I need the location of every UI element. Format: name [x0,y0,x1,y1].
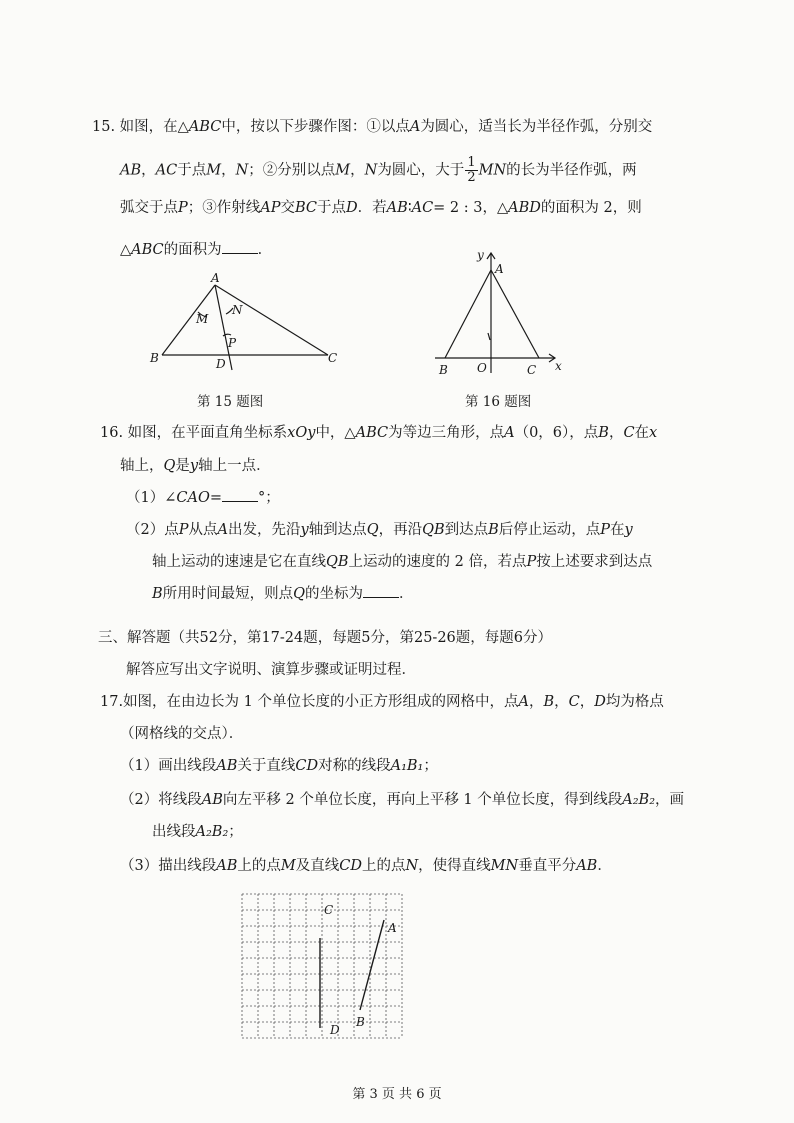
q17-number: 17. [100,694,124,710]
q17-part-1: （1）画出线段AB关于直线CD对称的线段A₁B₁； [120,758,438,774]
q16-part-2-line-3: B所用时间最短，则点Q的坐标为 ． [152,586,414,602]
label-x: x [555,359,562,373]
side-AB [445,270,491,358]
q15-figure [140,270,350,380]
q17-line-2: （网格线的交点）． [120,726,244,742]
page-footer: 第 3 页 共 6 页 [352,1087,442,1102]
segment-AB [360,920,384,1010]
q16-figure [425,245,575,380]
label-D: D [216,357,226,371]
q17-part-2-line-1: （2）将线段AB向左平移 2 个单位长度，再向上平移 1 个单位长度，得到线段A₂B₂，画 [120,792,685,808]
q16-part-2-line-1: （2）点P从点A出发，先沿y轴到达点Q，再沿QB到达点B后停止运动，点P在y [126,522,633,538]
q15-line-2: AB，AC于点M，N；②分别以点M，N为圆心，大于 $\frac{1}{2}$ MN的长为半径作弧，两 [120,155,637,185]
q16-number: 16. [100,425,124,441]
q17-part-3: （3）描出线段AB上的点M及直线CD上的点N，使得直线MN垂直平分AB． [120,858,612,874]
q15-number: 15. [92,119,116,135]
q15-line-1: 15. 如图，在△ABC中，按以下步骤作图：①以点A为圆心，适当长为半径作弧，分别交 [92,119,653,135]
q15-line-4: △ABC的面积为 ． [120,242,273,258]
q15-caption: 第 15 题图 [197,394,264,410]
section-3-title: 三、解答题（共52分，第17-24题，每题5分，第25-26题，每题6分） [98,630,553,646]
answer-blank [222,240,258,254]
label-B: B [150,351,159,365]
q17-grid-figure [238,888,410,1050]
label-M: M [196,312,209,326]
answer-blank [363,584,399,598]
label-A: A [388,921,397,935]
grid-lines [242,894,402,1038]
q16-line-2: 轴上，Q是y轴上一点． [120,458,271,474]
label-C: C [527,363,537,377]
q16-part-1: （1）∠CAO= °； [126,490,280,506]
label-P: P [228,336,237,350]
label-O: O [477,361,487,375]
one-half-fraction: $\frac{1}{2}$ [467,155,476,185]
label-y: y [477,248,484,262]
q17-line-1: 17.如图，在由边长为 1 个单位长度的小正方形组成的网格中，点A，B，C，D均为格点 [100,694,664,710]
label-A: A [211,271,220,285]
q16-part-2-line-2: 轴上运动的速速是它在直线QB上运动的速度的 2 倍，若点P按上述要求到达点 [152,554,653,570]
mark-Q [488,333,490,340]
side-AC [491,270,539,358]
label-N: N [232,303,243,317]
answer-blank [222,488,258,502]
label-C: C [324,903,334,917]
label-A: A [495,262,504,276]
label-B: B [356,1015,365,1029]
q15-line-3: 弧交于点P；③作射线AP交BC于点D．若AB∶AC= 2 : 3，△ABD的面积为 2，则 [120,200,642,216]
q16-caption: 第 16 题图 [465,394,532,410]
q17-part-2-line-2: 出线段A₂B₂； [152,824,243,840]
q16-line-1: 16. 如图，在平面直角坐标系xOy中，△ABC为等边三角形，点A（0，6），点B，C在x [100,425,658,441]
section-3-note: 解答应写出文字说明、演算步骤或证明过程． [126,662,416,678]
label-B: B [439,363,448,377]
label-D: D [330,1023,340,1037]
label-C: C [328,351,338,365]
